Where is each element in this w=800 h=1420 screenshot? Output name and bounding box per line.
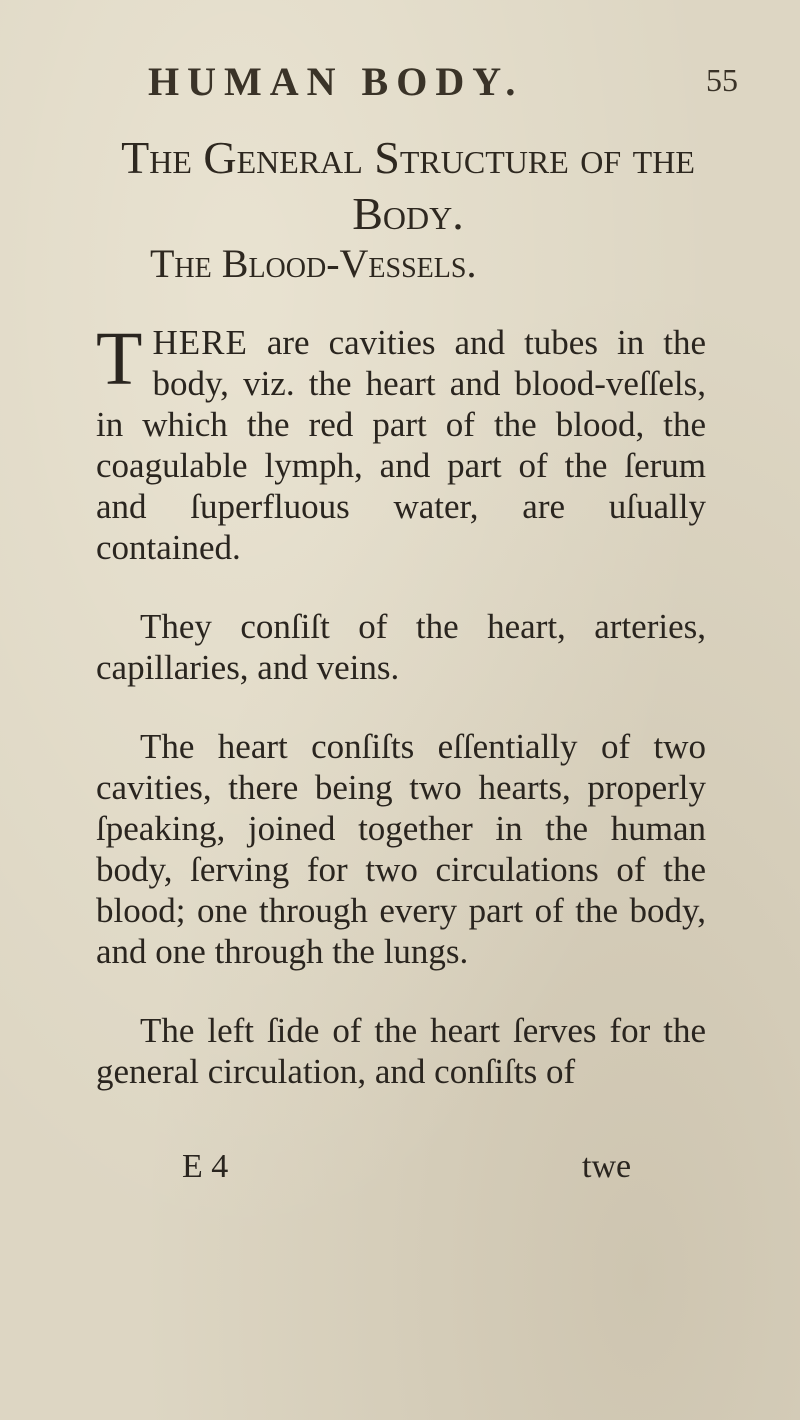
paragraph-1 (96, 317, 706, 568)
body-text (96, 317, 706, 1130)
signature-mark: E 4 (182, 1148, 229, 1185)
paragraph-2: They conſiſt of the heart, arteries, capillaries, and veins. (96, 607, 706, 687)
section-subtitle: The Blood-Vessels. (150, 241, 477, 286)
paragraph-3: The heart conſiſts eſſentially of two cavities, there being two hearts, properly ſpeaking, joined together in the human body, ſerving for two circulations of the blood; one through every part of the body, and one through the lungs. (96, 727, 706, 971)
catchword: twe (582, 1148, 632, 1185)
paragraph-1-text: are cavities and tubes in the body, viz. the heart and blood-veſſels, in which the red part of the blood, the coagulable lymph, and part of the ſerum and ſuperfluous water, are uſually contained. (96, 323, 706, 567)
drop-cap: T (96, 317, 143, 401)
page-number: 55 (706, 62, 738, 98)
paragraph-4: The left ſide of the heart ſerves for the general circulation, and conſiſts of (96, 1011, 706, 1091)
running-head: HUMAN BODY. (148, 59, 524, 104)
lead-word: HERE (152, 323, 248, 362)
section-title: The General Structure of the Body. (121, 132, 695, 239)
